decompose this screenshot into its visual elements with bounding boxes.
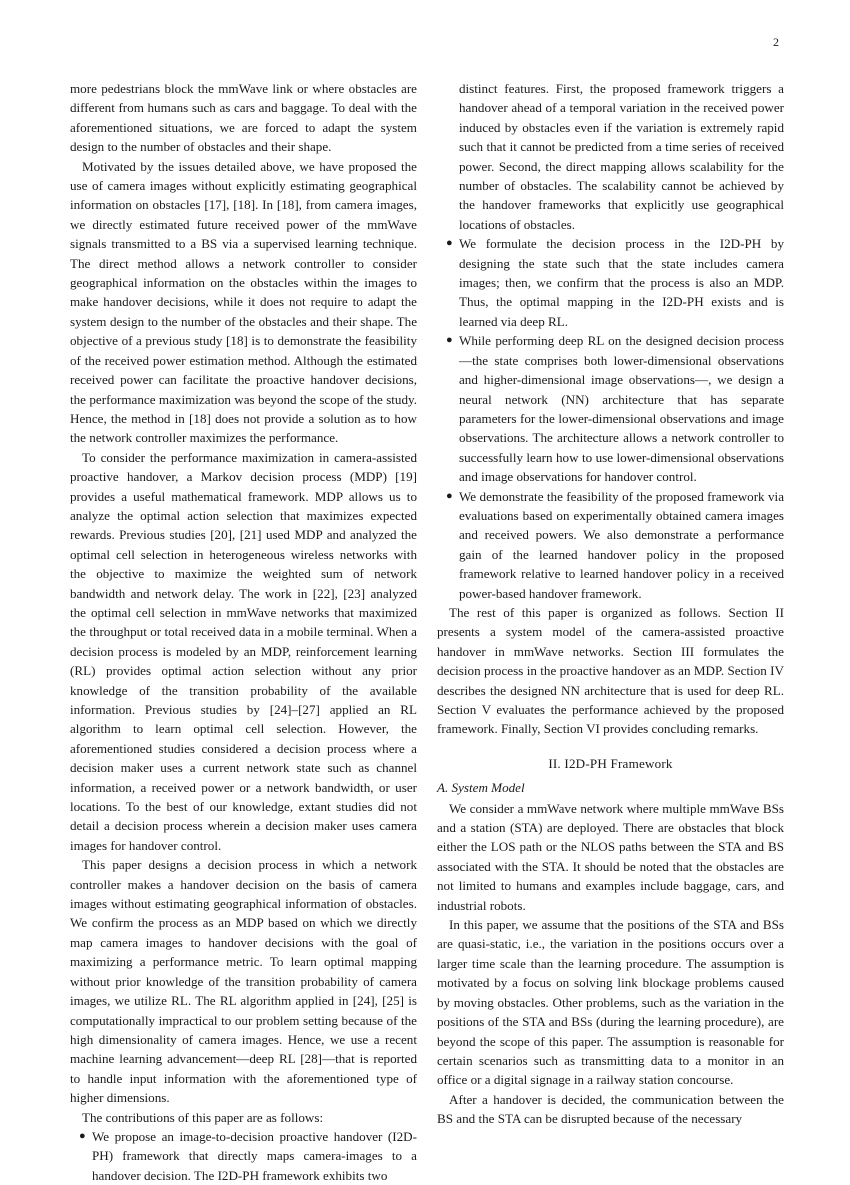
contribution-list-continued: [437, 79, 784, 603]
contribution-list: [70, 1127, 417, 1185]
contribution-item-2: [437, 234, 784, 331]
paragraph-system-model-3: After a handover is decided, the communication between the BS and the STA can be disrupted because of the necessary: [437, 1091, 784, 1127]
bullet-icon: ●: [79, 1129, 86, 1142]
contribution-item-4: [437, 487, 784, 603]
contribution-item-1-continued: [437, 79, 784, 234]
subsection-heading: A. System Model: [437, 780, 525, 796]
contribution-text-1: We propose an image-to-decision proactive handover (I2D-PH) framework that directly maps camera-images to a handover decision. The I2D-PH framework exhibits two: [92, 1128, 417, 1183]
paragraph-this-paper: This paper designs a decision process in which a network controller makes a handover decision on the basis of camera images without estimating geographical information of obstacles. We confirm the process as an MDP based on which we directly map camera images to handover decisions with the goal of maximizing a performance metric. To learn optimal mapping without prior knowledge of the transition probability of camera images, we utilize RL. The RL algorithm applied in [24], [25] is computationally impractical to our problem setting because of the high dimensionality of camera images. Hence, we use a recent machine learning advancement—deep RL [28]—that is reported to handle input information with the aforementioned type of higher dimensions.: [70, 857, 417, 1106]
bullet-icon: ●: [446, 334, 453, 347]
paragraph-continuation: more pedestrians block the mmWave link or where obstacles are different from humans such as cars and baggage. To deal with the aforementioned situations, we are forced to adapt the system design to the number of obstacles and their shape.: [70, 81, 417, 155]
paragraph-system-model-2: In this paper, we assume that the positions of the STA and BSs are quasi-static, i.e., the variation in the positions occurs over a larger time scale than the learning procedure. The assumption is motivated by a focus on solving link blockage problems caused by moving obstacles. Other problems, such as the variation in the positions of the STA and BSs (during the learning procedure), are beyond the scope of this paper. The assumption is reasonable for certain scenarios such as transmitting data to a monitor in an office or a digital signage in a railway station concourse.: [437, 917, 784, 1088]
paragraph-organization: The rest of this paper is organized as follows. Section II presents a system model of the camera-assisted proactive handover in mmWave networks. Section III formulates the decision process in the proactive handover as an MDP. Section IV describes the designed NN architecture that is used for deep RL. Section V evaluates the performance achieved by the proposed framework. Finally, Section VI provides concluding remarks.: [437, 604, 784, 737]
paragraph-mdp: To consider the performance maximization in camera-assisted proactive handover, a Markov decision process (MDP) [19] provides a useful mathematical framework. MDP allows us to analyze the optimal action selection that maximizes expected rewards. Previous studies [20], [21] used MDP and analyzed the optimal cell selection in heterogeneous wireless networks with the objective to maximize the weighted sum of network bandwidth and network delay. The work in [22], [23] analyzed the optimal cell selection in mmWave networks that maximized the throughput or total received data in a mobile terminal. When a decision process is modeled by an MDP, reinforcement learning (RL) provides optimal action selection without any prior knowledge of the transition probability of the available information. Previous studies by [24]–[27] applied an RL algorithm to learn optimal cell selection. However, the aforementioned studies considered a decision process where a decision maker uses a current network state such as channel information, a received power or a network bandwidth, or user locations. To the best of our knowledge, extant studies did not detail a decision process wherein a decision maker uses camera images for handover control.: [70, 449, 417, 853]
left-column: [70, 79, 417, 1185]
paragraph-motivation: Motivated by the issues detailed above, we have proposed the use of camera images without explicitly estimating geographical information on obstacles [17], [18]. In [18], from camera images, we directly estimated future received power of the mmWave signals transmitted to a BS via a supervised learning technique. The direct method allows a network controller to consider geographical information on the obstacles within the images to make handover decisions, while it does not require to adapt the system design to the number of the obstacles and their shape. The objective of a previous study [18] is to demonstrate the feasibility of the received power estimation method. Although the estimated received power can facilitate the proactive handover decisions, the performance maximization was beyond the scope of the study. Hence, the method in [18] does not provide a solution as to how the network controller maximizes the performance.: [70, 158, 417, 446]
section-heading: II. I2D-PH Framework: [548, 755, 673, 771]
contribution-text-3: While performing deep RL on the designed decision process—the state comprises both lower-dimensional observations and higher-dimensional image observations—, we design a neural network (NN) architecture that has separate parameters for the lower-dimensional observations and image observations. The architecture allows a network controller to successfully learn how to use lower-dimensional observations and image observations for handover control.: [459, 333, 784, 485]
bullet-icon: ●: [446, 237, 453, 250]
paragraph-system-model-1: We consider a mmWave network where multiple mmWave BSs and a station (STA) are deployed. There are obstacles that block either the LOS path or the NLOS paths between the STA and BS associated with the STA. It should be noted that the obstacles are not limited to humans and examples include baggage, cars, and industrial robots.: [437, 800, 784, 913]
contribution-text-4: We demonstrate the feasibility of the proposed framework via evaluations based on experimentally obtained camera images and received powers. We also demonstrate a performance gain of the learned handover policy in the proposed framework relative to learned handover policy in a received power-based handover framework.: [459, 488, 784, 601]
page-number: 2: [773, 35, 779, 49]
contribution-item-3: [437, 331, 784, 486]
contribution-text-2: We formulate the decision process in the I2D-PH by designing the state such that the state includes camera images; then, we confirm that the process is also an MDP. Thus, the optimal mapping in the I2D-PH exists and is learned via deep RL.: [459, 236, 784, 329]
right-column: [437, 79, 784, 1129]
paragraph-contributions-intro: The contributions of this paper are as follows:: [82, 1109, 324, 1125]
contribution-text-1-continued: distinct features. First, the proposed framework triggers a handover ahead of a temporal variation in the received power induced by obstacles even if the variation is extremely rapid such that it cannot be predicted from a time series of received power. Second, the direct mapping allows scalability for the number of obstacles. The scalability cannot be achieved by the handover frameworks that explicitly use geographical locations of obstacles.: [459, 81, 784, 232]
bullet-icon: ●: [446, 489, 453, 502]
contribution-item-1: [70, 1127, 417, 1185]
